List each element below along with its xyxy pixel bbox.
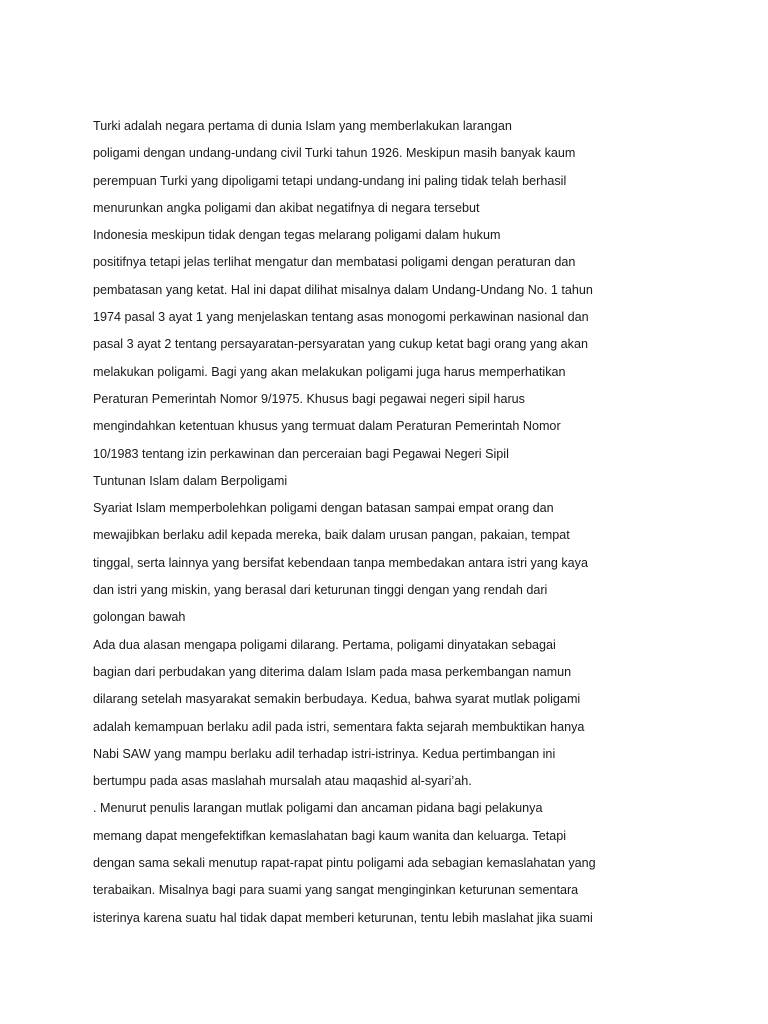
text-line: Turki adalah negara pertama di dunia Islam yang memberlakukan larangan (93, 119, 512, 133)
text-line: Ada dua alasan mengapa poligami dilarang. Pertama, poligami dinyatakan sebagai (93, 637, 556, 652)
text-line: dengan sama sekali menutup rapat-rapat pintu poligami ada sebagian kemaslahatan yang (93, 856, 596, 871)
text-line: 10/1983 tentang izin perkawinan dan perceraian bagi Pegawai Negeri Sipil (93, 446, 509, 461)
text-line: 1974 pasal 3 ayat 1 yang menjelaskan tentang asas monogomi perkawinan nasional dan (93, 310, 589, 325)
text-line: terabaikan. Misalnya bagi para suami yang sangat menginginkan keturunan sementara (93, 883, 579, 898)
text-line: golongan bawah (93, 610, 186, 625)
text-line: adalah kemampuan berlaku adil pada istri, sementara fakta sejarah membuktikan hanya (93, 719, 585, 734)
text-line: Indonesia meskipun tidak dengan tegas melarang poligami dalam hukum (93, 228, 501, 243)
text-line: melakukan poligami. Bagi yang akan melakukan poligami juga harus memperhatikan (93, 364, 566, 379)
text-line: Nabi SAW yang mampu berlaku adil terhadap istri-istrinya. Kedua pertimbangan ini (93, 746, 556, 761)
text-line: dilarang setelah masyarakat semakin berbudaya. Kedua, bahwa syarat mutlak poligami (93, 692, 581, 707)
text-line: pasal 3 ayat 2 tentang persayaratan-persyaratan yang cukup ketat bagi orang yang akan (93, 337, 588, 352)
text-line: dan istri yang miskin, yang berasal dari keturunan tinggi dengan yang rendah dari (93, 583, 548, 598)
text-line: perempuan Turki yang dipoligami tetapi undang-undang ini paling tidak telah berhasil (93, 173, 567, 188)
text-line: . Menurut penulis larangan mutlak poligami dan ancaman pidana bagi pelakunya (93, 801, 543, 816)
document-body (93, 113, 713, 932)
text-line: positifnya tetapi jelas terlihat mengatur dan membatasi poligami dengan peraturan dan (93, 255, 576, 270)
text-line: pembatasan yang ketat. Hal ini dapat dilihat misalnya dalam Undang-Undang No. 1 tahun (93, 282, 593, 297)
text-line: memang dapat mengefektifkan kemaslahatan bagi kaum wanita dan keluarga. Tetapi (93, 828, 567, 843)
text-line: bagian dari perbudakan yang diterima dalam Islam pada masa perkembangan namun (93, 664, 572, 679)
text-line: poligami dengan undang-undang civil Turki tahun 1926. Meskipun masih banyak kaum (93, 146, 576, 161)
text-line: bertumpu pada asas maslahah mursalah atau maqashid al-syari’ah. (93, 774, 472, 789)
text-line: mengindahkan ketentuan khusus yang termuat dalam Peraturan Pemerintah Nomor (93, 419, 561, 434)
text-line: tinggal, serta lainnya yang bersifat kebendaan tanpa membedakan antara istri yang kaya (93, 555, 588, 570)
text-line: Syariat Islam memperbolehkan poligami dengan batasan sampai empat orang dan (93, 501, 554, 516)
text-line: isterinya karena suatu hal tidak dapat memberi keturunan, tentu lebih maslahat jika suami (93, 910, 593, 925)
text-line: menurunkan angka poligami dan akibat negatifnya di negara tersebut (93, 200, 480, 215)
text-line: Peraturan Pemerintah Nomor 9/1975. Khusus bagi pegawai negeri sipil harus (93, 391, 525, 406)
section-heading: Tuntunan Islam dalam Berpoligami (93, 473, 288, 488)
text-line: mewajibkan berlaku adil kepada mereka, baik dalam urusan pangan, pakaian, tempat (93, 528, 570, 543)
